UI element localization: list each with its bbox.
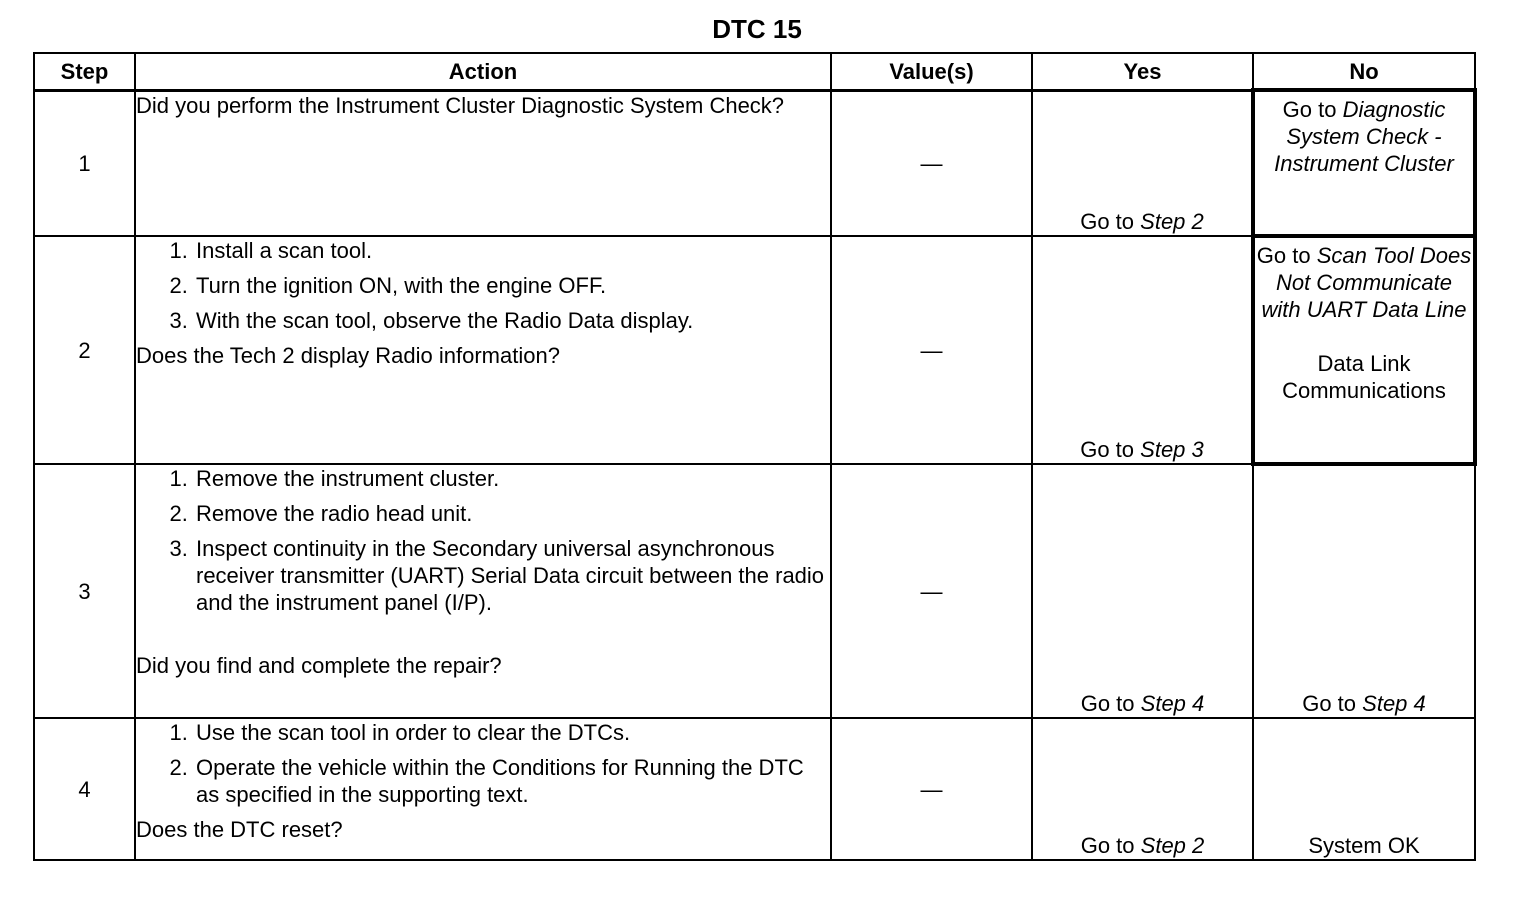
yes-cell: [1032, 464, 1253, 718]
action-list: [136, 465, 830, 616]
header-action: Action: [135, 53, 831, 90]
yes-cell: [1032, 718, 1253, 860]
action-cell: [135, 90, 831, 236]
no-link[interactable]: Scan Tool Does Not Communicate with UART Data Line: [1261, 243, 1472, 322]
no-prefix: Go to: [1302, 691, 1357, 716]
action-cell: [135, 718, 831, 860]
header-yes: Yes: [1032, 53, 1253, 90]
yes-link[interactable]: Step 2: [1140, 209, 1204, 234]
action-question: Does the Tech 2 display Radio information?: [136, 343, 560, 368]
action-question: Did you perform the Instrument Cluster Diagnostic System Check?: [136, 92, 785, 118]
header-values: Value(s): [831, 53, 1032, 90]
diagnostic-table: [33, 52, 1477, 861]
value-cell: —: [831, 464, 1032, 718]
table-row: [34, 464, 1475, 718]
yes-prefix: Go to: [1080, 691, 1135, 716]
yes-link[interactable]: Step 4: [1140, 691, 1205, 716]
value-cell: —: [831, 236, 1032, 464]
action-item: 1. Install a scan tool.: [194, 237, 830, 264]
action-question: Does the DTC reset?: [136, 817, 343, 842]
table-row: [34, 90, 1475, 236]
action-item: 3. Inspect continuity in the Secondary universal asynchronous receiver transmitter (UART) Serial Data circuit between the radio and the instrument panel (I/P).: [194, 535, 830, 616]
no-extra-reference[interactable]: Data Link Communications: [1282, 351, 1446, 403]
no-cell: [1253, 90, 1475, 236]
action-item: 2. Remove the radio head unit.: [194, 500, 830, 527]
no-link[interactable]: Diagnostic System Check - Instrument Cluster: [1274, 97, 1454, 176]
yes-cell: [1032, 236, 1253, 464]
action-cell: [135, 236, 831, 464]
table-row: [34, 718, 1475, 860]
header-row: [34, 53, 1475, 90]
action-item: 2. Turn the ignition ON, with the engine OFF.: [194, 272, 830, 299]
yes-prefix: Go to: [1080, 833, 1135, 858]
no-prefix: Go to: [1282, 97, 1337, 122]
action-cell: [135, 464, 831, 718]
yes-cell: [1032, 90, 1253, 236]
action-question: Did you find and complete the repair?: [136, 653, 502, 678]
action-item: 3. With the scan tool, observe the Radio Data display.: [194, 307, 830, 334]
yes-link[interactable]: Step 2: [1140, 833, 1205, 858]
table-row: [34, 236, 1475, 464]
action-item: 1. Remove the instrument cluster.: [194, 465, 830, 492]
action-item: 2. Operate the vehicle within the Conditions for Running the DTC as specified in the supporting text.: [194, 754, 830, 808]
step-number: 1: [34, 90, 135, 236]
value-cell: —: [831, 90, 1032, 236]
yes-prefix: Go to: [1080, 437, 1135, 462]
step-number: 4: [34, 718, 135, 860]
action-item: 1. Use the scan tool in order to clear the DTCs.: [194, 719, 830, 746]
step-number: 2: [34, 236, 135, 464]
no-cell: [1253, 236, 1475, 464]
no-link[interactable]: Step 4: [1362, 691, 1426, 716]
no-cell: System OK: [1253, 718, 1475, 860]
no-prefix: Go to: [1256, 243, 1311, 268]
header-no: No: [1253, 53, 1475, 90]
action-list: [136, 719, 830, 808]
value-cell: —: [831, 718, 1032, 860]
no-cell: [1253, 464, 1475, 718]
header-step: Step: [34, 53, 135, 90]
action-list: [136, 237, 830, 334]
yes-link[interactable]: Step 3: [1140, 437, 1204, 462]
step-number: 3: [34, 464, 135, 718]
page-title: DTC 15: [712, 14, 802, 44]
yes-prefix: Go to: [1080, 209, 1135, 234]
